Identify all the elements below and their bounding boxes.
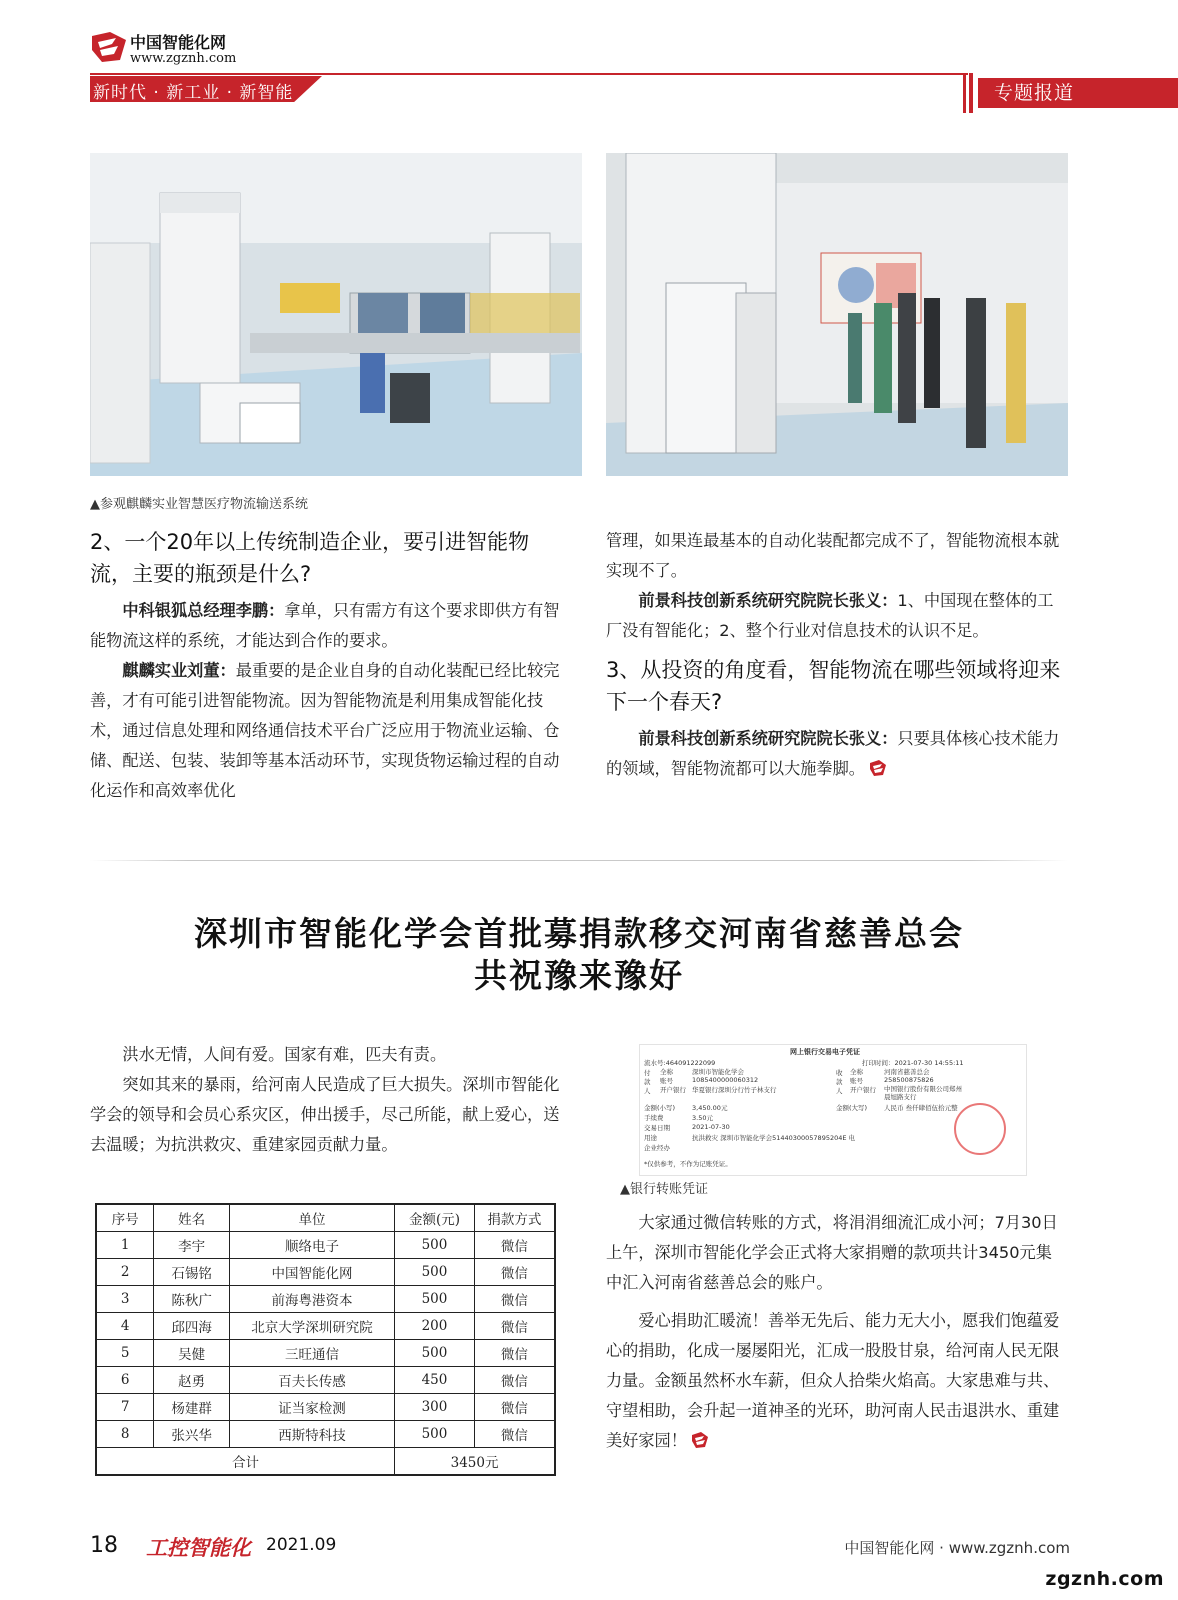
speaker-li-peng: 中科银狐总经理李鹏： bbox=[122, 601, 285, 620]
payee-bank-label: 开户银行 bbox=[850, 1086, 876, 1094]
table-cell: 500 bbox=[395, 1421, 475, 1448]
zgznh-logo-icon bbox=[90, 30, 128, 64]
answer-liu: 最重要的是企业自身的自动化装配已经比较完善，才有可能引进智能物流。因为智能物流是利用集成智能化技术，通过信息处理和网络通信技术平台广泛应用于物流业运输、仓储、配送、包装、装卸等基本活动环节，实现货物运输过程的自动化运作和高效率优化 bbox=[90, 661, 560, 800]
table-header-cell: 捐款方式 bbox=[474, 1204, 555, 1232]
payee-account-label: 账号 bbox=[850, 1077, 863, 1085]
answer-zhang-yi: 1、中国现在整体的工厂没有智能化；2、整个行业对信息技术的认识不足。 bbox=[606, 591, 1054, 640]
table-cell: 张兴华 bbox=[154, 1421, 230, 1448]
table-row bbox=[96, 1394, 555, 1421]
table-cell: 500 bbox=[395, 1232, 475, 1259]
table-cell: 李宇 bbox=[154, 1232, 230, 1259]
payee-name: 河南省慈善总会 bbox=[884, 1068, 930, 1076]
section-marker bbox=[963, 73, 975, 113]
header-rule bbox=[90, 73, 968, 75]
table-cell: 微信 bbox=[474, 1340, 555, 1367]
table-cell: 500 bbox=[395, 1259, 475, 1286]
payee-name-label: 全称 bbox=[850, 1068, 863, 1076]
table-row bbox=[96, 1259, 555, 1286]
headline-line1: 深圳市智能化学会首批募捐款移交河南省慈善总会 bbox=[194, 914, 964, 953]
table-cell: 微信 bbox=[474, 1367, 555, 1394]
photo-caption: ▲参观麒麟实业智慧医疗物流输送系统 bbox=[90, 497, 308, 512]
headline-line2: 共祝豫来豫好 bbox=[474, 956, 684, 995]
payer-account-label: 账号 bbox=[660, 1077, 673, 1085]
payer-bank: 华夏银行深圳分行竹子林支行 bbox=[692, 1086, 777, 1094]
speaker-zhang-yi: 前景科技创新系统研究院院长张义： bbox=[638, 591, 898, 610]
amount-big: 人民币 叁仟肆佰伍拾元整 bbox=[884, 1104, 958, 1112]
table-row bbox=[96, 1340, 555, 1367]
zgznh-end-icon bbox=[691, 1431, 709, 1449]
total-label: 合计 bbox=[96, 1448, 395, 1476]
issue-date: 2021.09 bbox=[266, 1535, 337, 1555]
magazine-name: 工控智能化 bbox=[146, 1535, 251, 1560]
table-total-row bbox=[96, 1448, 555, 1476]
table-cell: 吴健 bbox=[154, 1340, 230, 1367]
table-cell: 7 bbox=[96, 1394, 154, 1421]
table-cell: 1 bbox=[96, 1232, 154, 1259]
article-divider bbox=[90, 860, 1068, 861]
payer-bank-label: 开户银行 bbox=[660, 1086, 686, 1094]
payee-label: 收款人 bbox=[836, 1069, 843, 1095]
section-label: 专题报道 bbox=[978, 78, 1178, 108]
table-cell: 北京大学深圳研究院 bbox=[229, 1313, 394, 1340]
amount-small-label: 金额(小写) bbox=[644, 1104, 676, 1112]
table-cell: 5 bbox=[96, 1340, 154, 1367]
table-row bbox=[96, 1286, 555, 1313]
page-number: 18 bbox=[90, 1533, 118, 1558]
question-2: 2、一个20年以上传统制造企业，要引进智能物流，主要的瓶颈是什么? bbox=[90, 530, 530, 586]
payee-bank: 中国银行股份有限公司郑州晨旭路支行 bbox=[884, 1085, 962, 1101]
payee-account: 258500875826 bbox=[884, 1076, 934, 1084]
receipt-caption: ▲银行转账凭证 bbox=[620, 1182, 708, 1197]
table-cell: 6 bbox=[96, 1367, 154, 1394]
table-cell: 200 bbox=[395, 1313, 475, 1340]
table-header-cell: 序号 bbox=[96, 1204, 154, 1232]
table-cell: 邱四海 bbox=[154, 1313, 230, 1340]
table-cell: 顺络电子 bbox=[229, 1232, 394, 1259]
table-cell: 500 bbox=[395, 1286, 475, 1313]
logo-name: 中国智能化网 bbox=[130, 33, 227, 52]
donation-paragraph-4: 爱心捐助汇暖流！善举无先后、能力无大小，愿我们饱蕴爱心的捐助，化成一屡屡阳光，汇成一股股甘泉，给河南人民无限力量。金额虽然杯水车薪，但众人拾柴火焰高。大家患难与共、守望相助，会升起一道神圣的光环，助河南人民击退洪水、重建美好家园！ bbox=[606, 1311, 1060, 1450]
table-header-cell: 单位 bbox=[229, 1204, 394, 1232]
donation-table bbox=[95, 1203, 556, 1476]
photo-visitors bbox=[606, 153, 1068, 476]
table-cell: 三旺通信 bbox=[229, 1340, 394, 1367]
photo-factory-hall bbox=[90, 153, 582, 476]
table-cell: 杨建群 bbox=[154, 1394, 230, 1421]
table-cell: 4 bbox=[96, 1313, 154, 1340]
table-cell: 8 bbox=[96, 1421, 154, 1448]
receipt-note: *仅供参考，不作为记账凭证。 bbox=[644, 1160, 732, 1168]
fee-label: 手续费 bbox=[644, 1114, 664, 1122]
total-value: 3450元 bbox=[395, 1448, 555, 1476]
table-cell: 微信 bbox=[474, 1259, 555, 1286]
table-cell: 证当家检测 bbox=[229, 1394, 394, 1421]
table-cell: 微信 bbox=[474, 1232, 555, 1259]
amount-big-label: 金额(大写) bbox=[836, 1104, 868, 1112]
use-label: 用途 bbox=[644, 1134, 657, 1142]
table-cell: 石锡铭 bbox=[154, 1259, 230, 1286]
logo-url: www.zgznh.com bbox=[130, 51, 237, 66]
bank-receipt bbox=[640, 1045, 1026, 1175]
table-cell: 西斯特科技 bbox=[229, 1421, 394, 1448]
table-cell: 微信 bbox=[474, 1394, 555, 1421]
table-cell: 500 bbox=[395, 1340, 475, 1367]
table-cell: 陈秋广 bbox=[154, 1286, 230, 1313]
receipt-print-time: 打印时间：2021-07-30 14:55:11 bbox=[862, 1059, 964, 1067]
table-header-cell: 金额(元) bbox=[395, 1204, 475, 1232]
use: 抗洪救灾 深圳市智能化学会51440300057895204E 电 bbox=[692, 1134, 856, 1142]
payer-name: 深圳市智能化学会 bbox=[692, 1068, 744, 1076]
speaker-zhang-yi-2: 前景科技创新系统研究院院长张义： bbox=[638, 729, 898, 748]
table-cell: 450 bbox=[395, 1367, 475, 1394]
donation-column-left bbox=[90, 1040, 560, 1160]
watermark: zgznh.com bbox=[1045, 1568, 1164, 1590]
table-cell: 300 bbox=[395, 1394, 475, 1421]
table-row bbox=[96, 1313, 555, 1340]
date: 2021-07-30 bbox=[692, 1123, 730, 1131]
question-3: 3、从投资的角度看，智能物流在哪些领域将迎来下一个春天? bbox=[606, 658, 1061, 714]
speaker-liu: 麒麟实业刘董： bbox=[122, 661, 236, 680]
article-column-left bbox=[90, 526, 560, 806]
article-column-right bbox=[606, 526, 1068, 784]
table-cell: 微信 bbox=[474, 1421, 555, 1448]
table-cell: 百夫长传感 bbox=[229, 1367, 394, 1394]
payer-label: 付款人 bbox=[644, 1069, 651, 1095]
donation-column-right bbox=[606, 1208, 1068, 1456]
receipt-title: 网上银行交易电子凭证 bbox=[790, 1048, 860, 1056]
table-row bbox=[96, 1421, 555, 1448]
answer-zhang-yi-2: 只要具体核心技术能力的领域，智能物流都可以大施拳脚。 bbox=[606, 729, 1060, 778]
answer-li-peng: 拿单，只有需方有这个要求即供方有智能物流这样的系统，才能达到合作的要求。 bbox=[90, 601, 560, 650]
table-header-row bbox=[96, 1204, 555, 1232]
table-cell: 前海粤港资本 bbox=[229, 1286, 394, 1313]
table-row bbox=[96, 1367, 555, 1394]
payer-name-label: 全称 bbox=[660, 1068, 673, 1076]
donation-paragraph-2: 突如其来的暴雨，给河南人民造成了巨大损失。深圳市智能化学会的领导和会员心系灾区，伸出援手，尽己所能，献上爱心，送去温暖；为抗洪救灾、重建家园贡献力量。 bbox=[90, 1075, 560, 1154]
payer-account: 1085400000060312 bbox=[692, 1076, 759, 1084]
amount-small: 3,450.00元 bbox=[692, 1104, 728, 1112]
table-cell: 微信 bbox=[474, 1313, 555, 1340]
table-cell: 3 bbox=[96, 1286, 154, 1313]
table-cell: 2 bbox=[96, 1259, 154, 1286]
donation-paragraph-3: 大家通过微信转账的方式，将涓涓细流汇成小河；7月30日上午，深圳市智能化学会正式将大家捐赠的款项共计3450元集中汇入河南省慈善总会的账户。 bbox=[606, 1213, 1058, 1292]
table-cell: 微信 bbox=[474, 1286, 555, 1313]
table-cell: 赵勇 bbox=[154, 1367, 230, 1394]
footer-site: 中国智能化网 · www.zgznh.com bbox=[844, 1539, 1070, 1557]
date-label: 交易日期 bbox=[644, 1124, 670, 1132]
zgznh-end-icon bbox=[869, 759, 887, 777]
table-header-cell: 姓名 bbox=[154, 1204, 230, 1232]
donation-paragraph-1: 洪水无情，人间有爱。国家有难，匹夫有责。 bbox=[122, 1045, 447, 1064]
fee: 3.50元 bbox=[692, 1114, 713, 1122]
bank-stamp bbox=[954, 1103, 1006, 1155]
table-row bbox=[96, 1232, 555, 1259]
receipt-serial: 流水号:464091222099 bbox=[644, 1059, 716, 1067]
answer-liu-continued: 管理，如果连最基本的自动化装配都完成不了，智能物流根本就实现不了。 bbox=[606, 531, 1060, 580]
slogan: 新时代 · 新工业 · 新智能 bbox=[93, 83, 294, 103]
table-cell: 中国智能化网 bbox=[229, 1259, 394, 1286]
handler-label: 企业经办 bbox=[644, 1144, 670, 1152]
